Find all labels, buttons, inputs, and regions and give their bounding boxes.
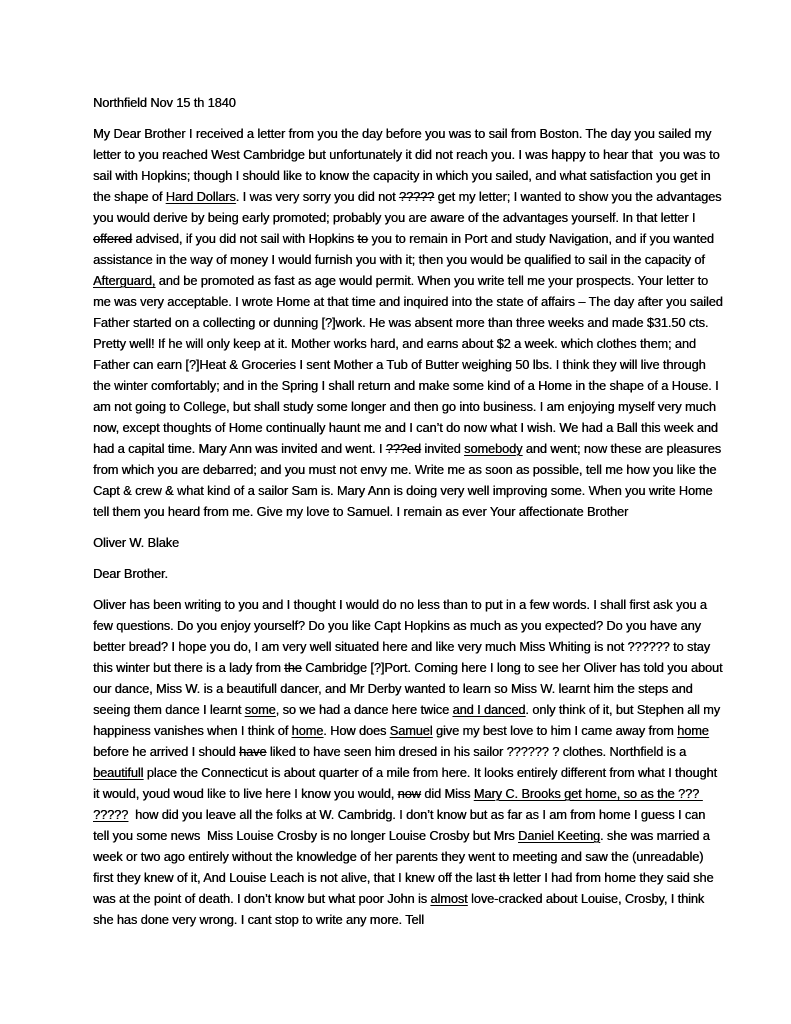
text-run: did Miss — [420, 786, 474, 801]
underline-text-run: home — [677, 723, 709, 738]
text-run: place the Connecticut is about quarter of a mile from here. It looks entirely different from what I thought it would, youd woud like to live here I know you would, — [93, 765, 721, 801]
underline-text-run: Mary C. Brooks get home, so as the ??? ????? — [93, 786, 703, 822]
underline-text-run: Daniel Keeting — [518, 828, 600, 843]
text-run: advised, if you did not sail with Hopkins — [131, 231, 358, 246]
text-run: get my letter; I wanted to show you the advantages you would derive by being early promoted; probably you are aware of the advantages yourself. In that letter I — [93, 189, 725, 225]
letter-content — [93, 92, 727, 940]
underline-text-run: home — [291, 723, 324, 738]
text-run: . How does — [323, 723, 390, 738]
strike-text-run: to — [357, 231, 368, 246]
underline-text-run: beautifull — [93, 765, 144, 780]
text-run: . only think of it, but Stephen all my happiness vanishes when I think of — [93, 702, 724, 738]
text-run: before he arrived I should — [93, 723, 713, 759]
underline-text-run: Hard Dollars — [165, 189, 236, 204]
text-run: Oliver W. Blake — [93, 535, 179, 550]
text-run: and be promoted as fast as age would permit. When you write tell me your prospects. Your letter to me was very acceptable. I wrote Home at that time and inquired into the state of affairs – The day after you sailed Father started on a collecting or dunning [?]work. He was absent more than three weeks and made $31.50 cts. Pretty well! If he will only keep at it. Mother works hard, and earns about $2 a week. which clothes them; and Father can earn [?]Heat & Groceries I sent Mother a Tub of Butter weighing 50 lbs. I think they will live through the winter comfortably; and in the Spring I shall return and make some kind of a Home in the shape of a House. I am not going to College, but shall study some longer and then go into business. I am enjoying myself very much now, except thoughts of Home continually haunt me and I can’t do now what I wish. We had a Ball this week and had a capital time. Mary Ann was invited and went. I — [93, 273, 727, 456]
strike-text-run: th — [498, 870, 510, 885]
text-run: love-cracked about Louise, Crosby, I think she has done very wrong. I cant stop to write any more. Tell — [93, 891, 708, 927]
text-run: you to remain in Port and study Navigation, and if you wanted assistance in the way of money I would furnish you with it; then you would be qualified to sail in the capacity of — [93, 231, 718, 267]
text-run: , so we had a dance here twice — [275, 702, 453, 717]
letter1-body-paragraph — [93, 123, 727, 522]
strike-text-run: ????? — [398, 189, 435, 204]
text-run: Oliver has been writing to you and I thought I would do no less than to put in a few words. I shall first ask you a few questions. Do you enjoy yourself? Do you like Capt Hopkins as much as you expected? Do you have any better bread? I hope you do, I am very well situated here and like very much Miss Whiting is not ?????? to stay this winter but there is a lady from — [93, 597, 714, 675]
strike-text-run: have — [238, 744, 267, 759]
strike-text-run: offered — [93, 231, 132, 246]
text-run: . I was very sorry you did not — [235, 189, 399, 204]
letter2-body-paragraph — [93, 594, 726, 930]
underline-text-run: Afterguard, — [93, 273, 156, 288]
underline-text-run: Samuel — [389, 723, 433, 738]
date-line — [93, 92, 723, 113]
text-run: liked to have seen him dresed in his sailor ?????? ? clothes. Northfield is a — [266, 744, 690, 759]
text-run: invited — [420, 441, 465, 456]
text-run: and went; now these are pleasures from which you are debarred; and you must not envy me. Write me as soon as possible, tell me how you like the Capt & crew & what kind of a sailor Sam is. Mary Ann is doing very well improving some. When you write Home tell them you heard from me. Give my love to Samuel. I remain as ever Your affectionate Brother — [93, 441, 725, 519]
underline-text-run: almost — [430, 891, 468, 906]
text-run: give my best love to him I came away from — [432, 723, 678, 738]
underline-text-run: somebody — [464, 441, 523, 456]
text-run: . she was married a week or two ago entirely without the knowledge of her parents they went to meeting and saw the (unreadable) first they knew of it, And Louise Leach is not alive, that I knew off the last — [93, 828, 714, 885]
underline-text-run: and I danced — [452, 702, 526, 717]
strike-text-run: ???ed — [385, 441, 421, 456]
signature-line — [93, 532, 723, 553]
strike-text-run: the — [284, 660, 302, 675]
underline-text-run: some — [244, 702, 276, 717]
text-run: how did you leave all the folks at W. Cambridg. I don’t know but as far as I am from home I guess I can tell you some news Miss Louise Crosby is no longer Louise Crosby but Mrs — [93, 807, 709, 843]
salutation-line — [93, 563, 723, 584]
text-run: Northfield Nov 15 th 1840 — [93, 95, 236, 110]
text-run: My Dear Brother I received a letter from you the day before you was to sail from Boston. The day you sailed my letter to you reached West Cambridge but unfortunately it did not reach you. I was happy to hear that you was to sail with Hopkins; though I should like to know the capacity in which you sailed, and what satisfaction you get in the shape of — [93, 126, 724, 204]
strike-text-run: now — [397, 786, 421, 801]
text-run: Dear Brother. — [93, 566, 168, 581]
text-run: Cambridge [?]Port. Coming here I long to see her Oliver has told you about our dance, Miss W. is a beautifull dancer, and Mr Derby wanted to learn so Miss W. learnt him the steps and seeing them dance I learnt — [93, 660, 726, 717]
text-run: letter I had from home they said she was at the point of death. I don’t know but what poor John is — [93, 870, 717, 906]
